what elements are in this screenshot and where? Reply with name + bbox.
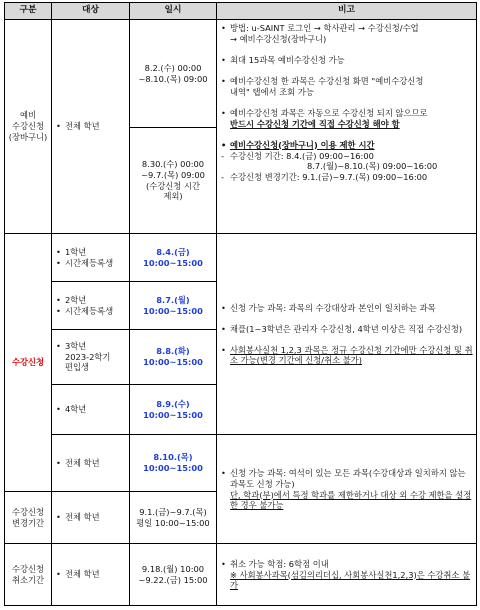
main-note-service: • 사회봉사실천 1,2,3 과목은 정규 수강신청 기간에만 수강신청 및 취소 가능(변경 기간에 신청/취소 불가) [221,345,473,367]
main-category: 수강신청 [5,234,52,492]
pre-date-1: 8.2.(수) 00:00 ~8.10.(목) 09:00 [130,20,217,128]
pre-note-restriction-period: - 수강신청 기간: 8.4.(금) 09:00~16:00 [221,151,473,162]
cancel-row [5,544,477,606]
change-category: 수강신청 변경기간 [5,492,52,544]
main-date-1: 8.4.(금) 10:00~15:00 [130,234,217,282]
pre-note-max: • 최대 15과목 예비수강신청 가능 [221,55,473,66]
main-date-5: 8.10.(목) 10:00~15:00 [130,435,217,492]
pre-note-method: • 방법: u-SAINT 로그인 → 학사관리 → 수강신청/수업 → 예비수강신청(장바구니) [221,23,473,45]
cancel-note-credits: • 취소 가능 학점: 6학점 이내 [221,559,473,570]
pre-note-restriction-change: - 수강신청 변경기간: 9.1.(금)~9.7.(목) 09:00~16:00 [221,172,473,183]
cancel-date: 9.18.(월) 10:00 ~9.22.(금) 15:00 [130,544,217,606]
cancel-note-service: ※ 사회봉사과목(섬김의리더십, 사회봉사실천1,2,3)은 수강취소 불가 [230,569,471,591]
main-target-4: • 4학년 [52,385,130,435]
pre-target: • 전체 학년 [52,20,130,234]
pre-note-warning: • 예비수강신청 과목은 자동으로 수강신청 되지 않으므로 반드시 수강신청 기간에 직접 수강신청 해야 함 [221,108,473,130]
main-target-5: • 전체 학년 [52,435,130,492]
pre-date-2: 8.30.(수) 00:00 ~9.7.(목) 09:00 (수강신청 시간 제외) [130,128,217,234]
pre-category: 예비 수강신청 (장바구니) [5,20,52,234]
change-target: • 전체 학년 [52,492,130,544]
pre-notes [217,20,477,234]
header-category: 구분 [5,3,52,20]
pre-row-1 [5,20,477,128]
main-target-2: • 2학년 • 시간제등록생 [52,282,130,330]
pre-note-view: • 예비수강신청 한 과목은 수강신청 화면 "예비수강신청 내역" 탭에서 조회 가능 [221,76,473,98]
main-date-2: 8.7.(월) 10:00~15:00 [130,282,217,330]
main-row-5 [5,435,477,492]
header-notes: 비고 [217,3,477,20]
cancel-notes [217,544,477,606]
header-target: 대상 [52,3,130,20]
main-note-chapel: • 채플(1~3학년은 관리자 수강신청, 4학년 이상은 직접 수강신청) [221,324,473,335]
main-date-4: 8.9.(수) 10:00~15:00 [130,385,217,435]
change-note-eligible: • 신청 가능 과목: 여석이 있는 모든 과목(수강대상과 일치하지 않는 과목도 신청 가능) [221,468,473,490]
change-date: 9.1.(금)~9.7.(목) 평일 10:00~15:00 [130,492,217,544]
main-target-3: • 3학년 2023-2학기 편입생 [52,330,130,385]
registration-schedule-table [4,2,477,606]
main-date-3: 8.8.(화) 10:00~15:00 [130,330,217,385]
header-datetime: 일시 [130,3,217,20]
main-row-1 [5,234,477,282]
change-notes [217,435,477,544]
cancel-target: • 전체 학년 [52,544,130,606]
cancel-category: 수강신청 취소기간 [5,544,52,606]
pre-note-restriction: • 예비수강신청(장바구니) 이용 제한 시간 [221,140,473,151]
header-row [5,3,477,20]
main-notes [217,234,477,435]
main-note-eligible: • 신청 가능 과목: 과목의 수강대상과 본인이 일치하는 과목 [221,303,473,314]
main-target-1: • 1학년 • 시간제등록생 [52,234,130,282]
change-note-restriction: 단, 학과(부)에서 특정 학과를 제한하거나 대상 외 수강 제한을 설정한 경우 불가능 [230,489,472,511]
pre-note-restriction-period-2: 8.7.(월)~8.10.(목) 09:00~16:00 [307,161,438,172]
